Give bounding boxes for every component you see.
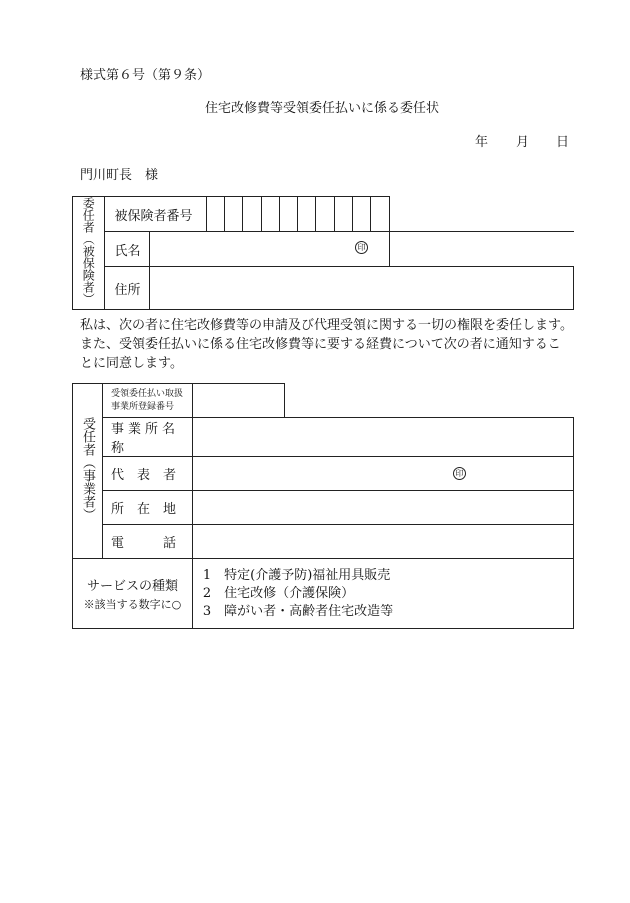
insured-number-label: 被保険者番号	[105, 197, 206, 232]
name-field[interactable]	[150, 232, 390, 267]
phone-field[interactable]	[192, 525, 573, 559]
office-name-field[interactable]	[192, 418, 573, 457]
delegate-side-label: 受任者（事業者）	[79, 417, 95, 521]
location-label: 所 在 地	[102, 491, 192, 525]
phone-label: 電 話	[102, 525, 192, 559]
insured-number-digit[interactable]	[279, 197, 297, 232]
statement-line-3: とに同意します。	[80, 356, 183, 371]
service-type-label-cell	[73, 559, 193, 629]
registration-number-field[interactable]	[192, 384, 284, 418]
insured-number-digit[interactable]	[352, 197, 370, 232]
statement-line-1: 私は、次の者に住宅改修費等の申請及び代理受領に関する一切の権限を委任します。	[80, 318, 573, 333]
address-field[interactable]	[150, 267, 574, 310]
office-name-label: 事業所名称	[102, 418, 192, 457]
delegate-table	[72, 383, 574, 629]
form-number: 様式第６号（第９条）	[80, 68, 211, 83]
insured-number-digit[interactable]	[225, 197, 243, 232]
location-field[interactable]	[192, 491, 573, 525]
insured-number-digit[interactable]	[206, 197, 224, 232]
statement-line-2: また、受領委任払いに係る住宅改修費等に要する経費について次の者に通知するこ	[80, 337, 561, 352]
blank-area	[390, 197, 574, 232]
delegate-side-label-cell	[73, 384, 103, 559]
name-label: 氏名	[105, 232, 150, 267]
delegator-side-label-cell	[73, 197, 105, 310]
service-type-label: サービスの種類	[86, 579, 178, 594]
insured-number-digit[interactable]	[298, 197, 316, 232]
blank-area	[284, 384, 573, 418]
registration-label-line-1: 受領委任払い取扱	[110, 388, 183, 399]
date-year-label: 年	[475, 135, 489, 150]
delegator-table	[72, 196, 574, 310]
date-day-label: 日	[556, 135, 570, 150]
service-option-2[interactable]: 2 住宅改修（介護保険）	[202, 585, 355, 601]
delegator-side-label: 委任者（被保険者）	[81, 197, 96, 305]
representative-field[interactable]	[192, 457, 573, 491]
service-type-note: ※該当する数字に○	[83, 598, 182, 611]
insured-number-digit[interactable]	[371, 197, 390, 232]
addressee: 門川町長 様	[80, 168, 159, 183]
date-month-label: 月	[516, 135, 530, 150]
insured-number-digit[interactable]	[334, 197, 352, 232]
service-option-1[interactable]: 1 特定(介護予防)福祉用具販売	[202, 567, 391, 583]
insured-number-digit[interactable]	[243, 197, 261, 232]
blank-area	[390, 232, 574, 267]
service-type-options	[192, 559, 573, 629]
seal-mark: 印	[355, 241, 368, 254]
registration-number-label	[102, 384, 192, 418]
registration-label-line-2: 事業所登録番号	[110, 401, 174, 412]
insured-number-digit[interactable]	[316, 197, 334, 232]
address-label: 住所	[105, 267, 150, 310]
seal-mark: 印	[453, 467, 466, 480]
insured-number-digit[interactable]	[261, 197, 279, 232]
page-title: 住宅改修費等受領委任払いに係る委任状	[205, 101, 440, 116]
representative-label: 代 表 者	[102, 457, 192, 491]
consent-statement	[80, 316, 576, 373]
service-option-3[interactable]: 3 障がい者・高齢者住宅改造等	[202, 603, 394, 619]
